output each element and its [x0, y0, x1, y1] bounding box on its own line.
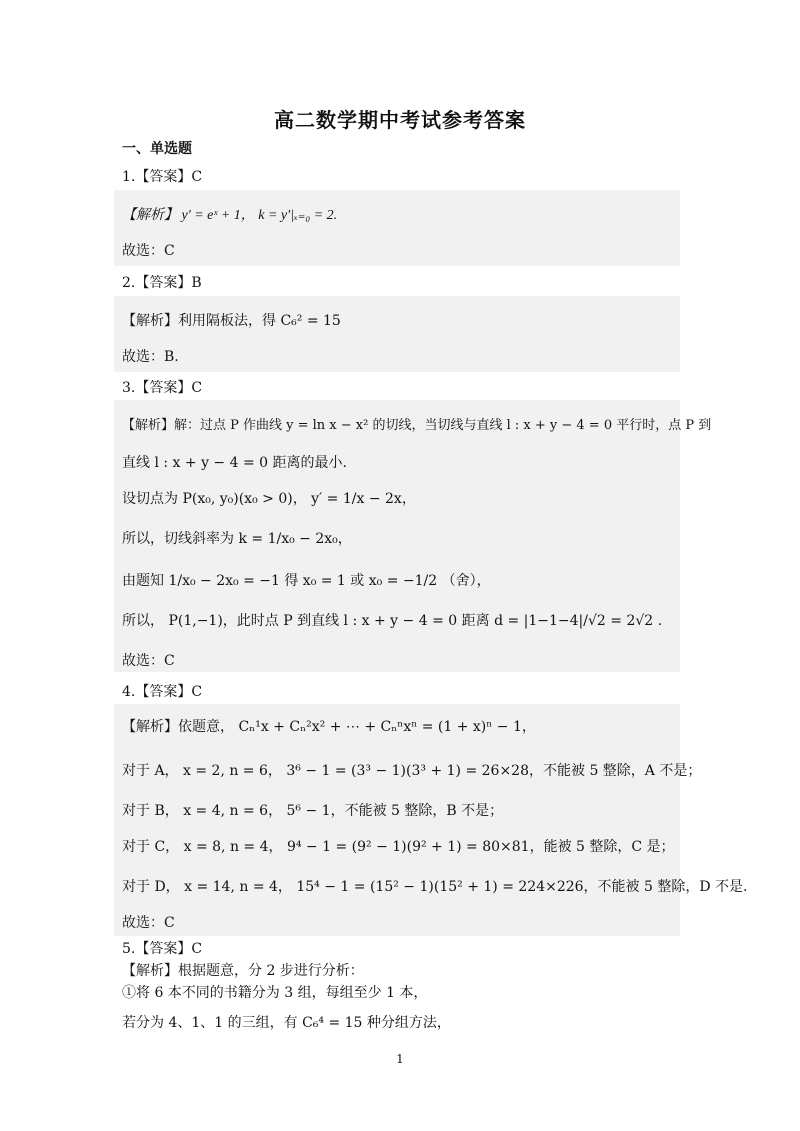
page-title: 高二数学期中考试参考答案 [274, 108, 526, 132]
q3-line-2: 直线 l : x + y − 4 = 0 距离的最小. [122, 455, 347, 471]
analysis-box-4 [114, 704, 748, 936]
q4-line-5: 对于 D， x = 14, n = 4， 15⁴ − 1 = (15² − 1)(15² + 1) = 224×226，不能被 5 整除，D 不是. [122, 879, 748, 895]
q3-line-1: 【解析】解：过点 P 作曲线 y = ln x − x² 的切线，当切线与直线 l : x + y − 4 = 0 平行时，点 P 到 [122, 418, 712, 433]
analysis-box-2 [114, 296, 680, 372]
q3-line-3: 设切点为 P(x₀, y₀)(x₀ > 0)， y′ = 1/x − 2x， [122, 491, 416, 507]
q1-conclusion: 故选：C [122, 243, 175, 259]
analysis-box-3 [114, 400, 712, 672]
answer-1: 1.【答案】C [122, 169, 203, 185]
q5-line-1: 【解析】根据题意，分 2 步进行分析： [122, 963, 364, 979]
analysis-box-1 [114, 190, 680, 266]
q3-line-6: 所以， P(1,−1)，此时点 P 到直线 l : x + y − 4 = 0 距离 d = |1−1−4|/√2 = 2√2 . [122, 613, 663, 629]
q3-conclusion: 故选：C [122, 653, 175, 669]
q4-line-3: 对于 B， x = 4, n = 6， 5⁶ − 1，不能被 5 整除，B 不是； [122, 803, 504, 819]
answer-5: 5.【答案】C [122, 941, 203, 957]
q1-analysis: 【解析】 y' = eˣ + 1， k = y'|ₓ₌₀ = 2. [122, 208, 338, 223]
page-number: 1 [396, 1052, 404, 1066]
q3-line-4: 所以，切线斜率为 k = 1/x₀ − 2x₀， [122, 531, 352, 547]
q4-line-4: 对于 C， x = 8, n = 4， 9⁴ − 1 = (9² − 1)(9² + 1) = 80×81，能被 5 整除，C 是； [122, 839, 675, 855]
q4-conclusion: 故选：C [122, 915, 175, 931]
answer-2: 2.【答案】B [122, 275, 202, 291]
q3-line-5: 由题知 1/x₀ − 2x₀ = −1 得 x₀ = 1 或 x₀ = −1/2 （舍）， [122, 573, 491, 589]
q4-line-2: 对于 A， x = 2, n = 6， 3⁶ − 1 = (3³ − 1)(3³ + 1) = 26×28，不能被 5 整除，A 不是； [122, 763, 702, 779]
q4-line-1: 【解析】依题意， Cₙ¹x + Cₙ²x² + ⋯ + Cₙⁿxⁿ = (1 + x)ⁿ − 1， [122, 719, 536, 735]
q2-conclusion: 故选：B. [122, 349, 179, 365]
section-heading: 一、单选题 [122, 141, 192, 157]
answer-3: 3.【答案】C [122, 380, 203, 396]
answer-4: 4.【答案】C [122, 684, 203, 700]
q5-line-3: 若分为 4、1、1 的三组，有 C₆⁴ = 15 种分组方法， [122, 1015, 451, 1031]
q5-line-2: ①将 6 本不同的书籍分为 3 组，每组至少 1 本， [122, 985, 428, 1001]
q2-analysis: 【解析】利用隔板法，得 C₆² = 15 [122, 313, 341, 329]
